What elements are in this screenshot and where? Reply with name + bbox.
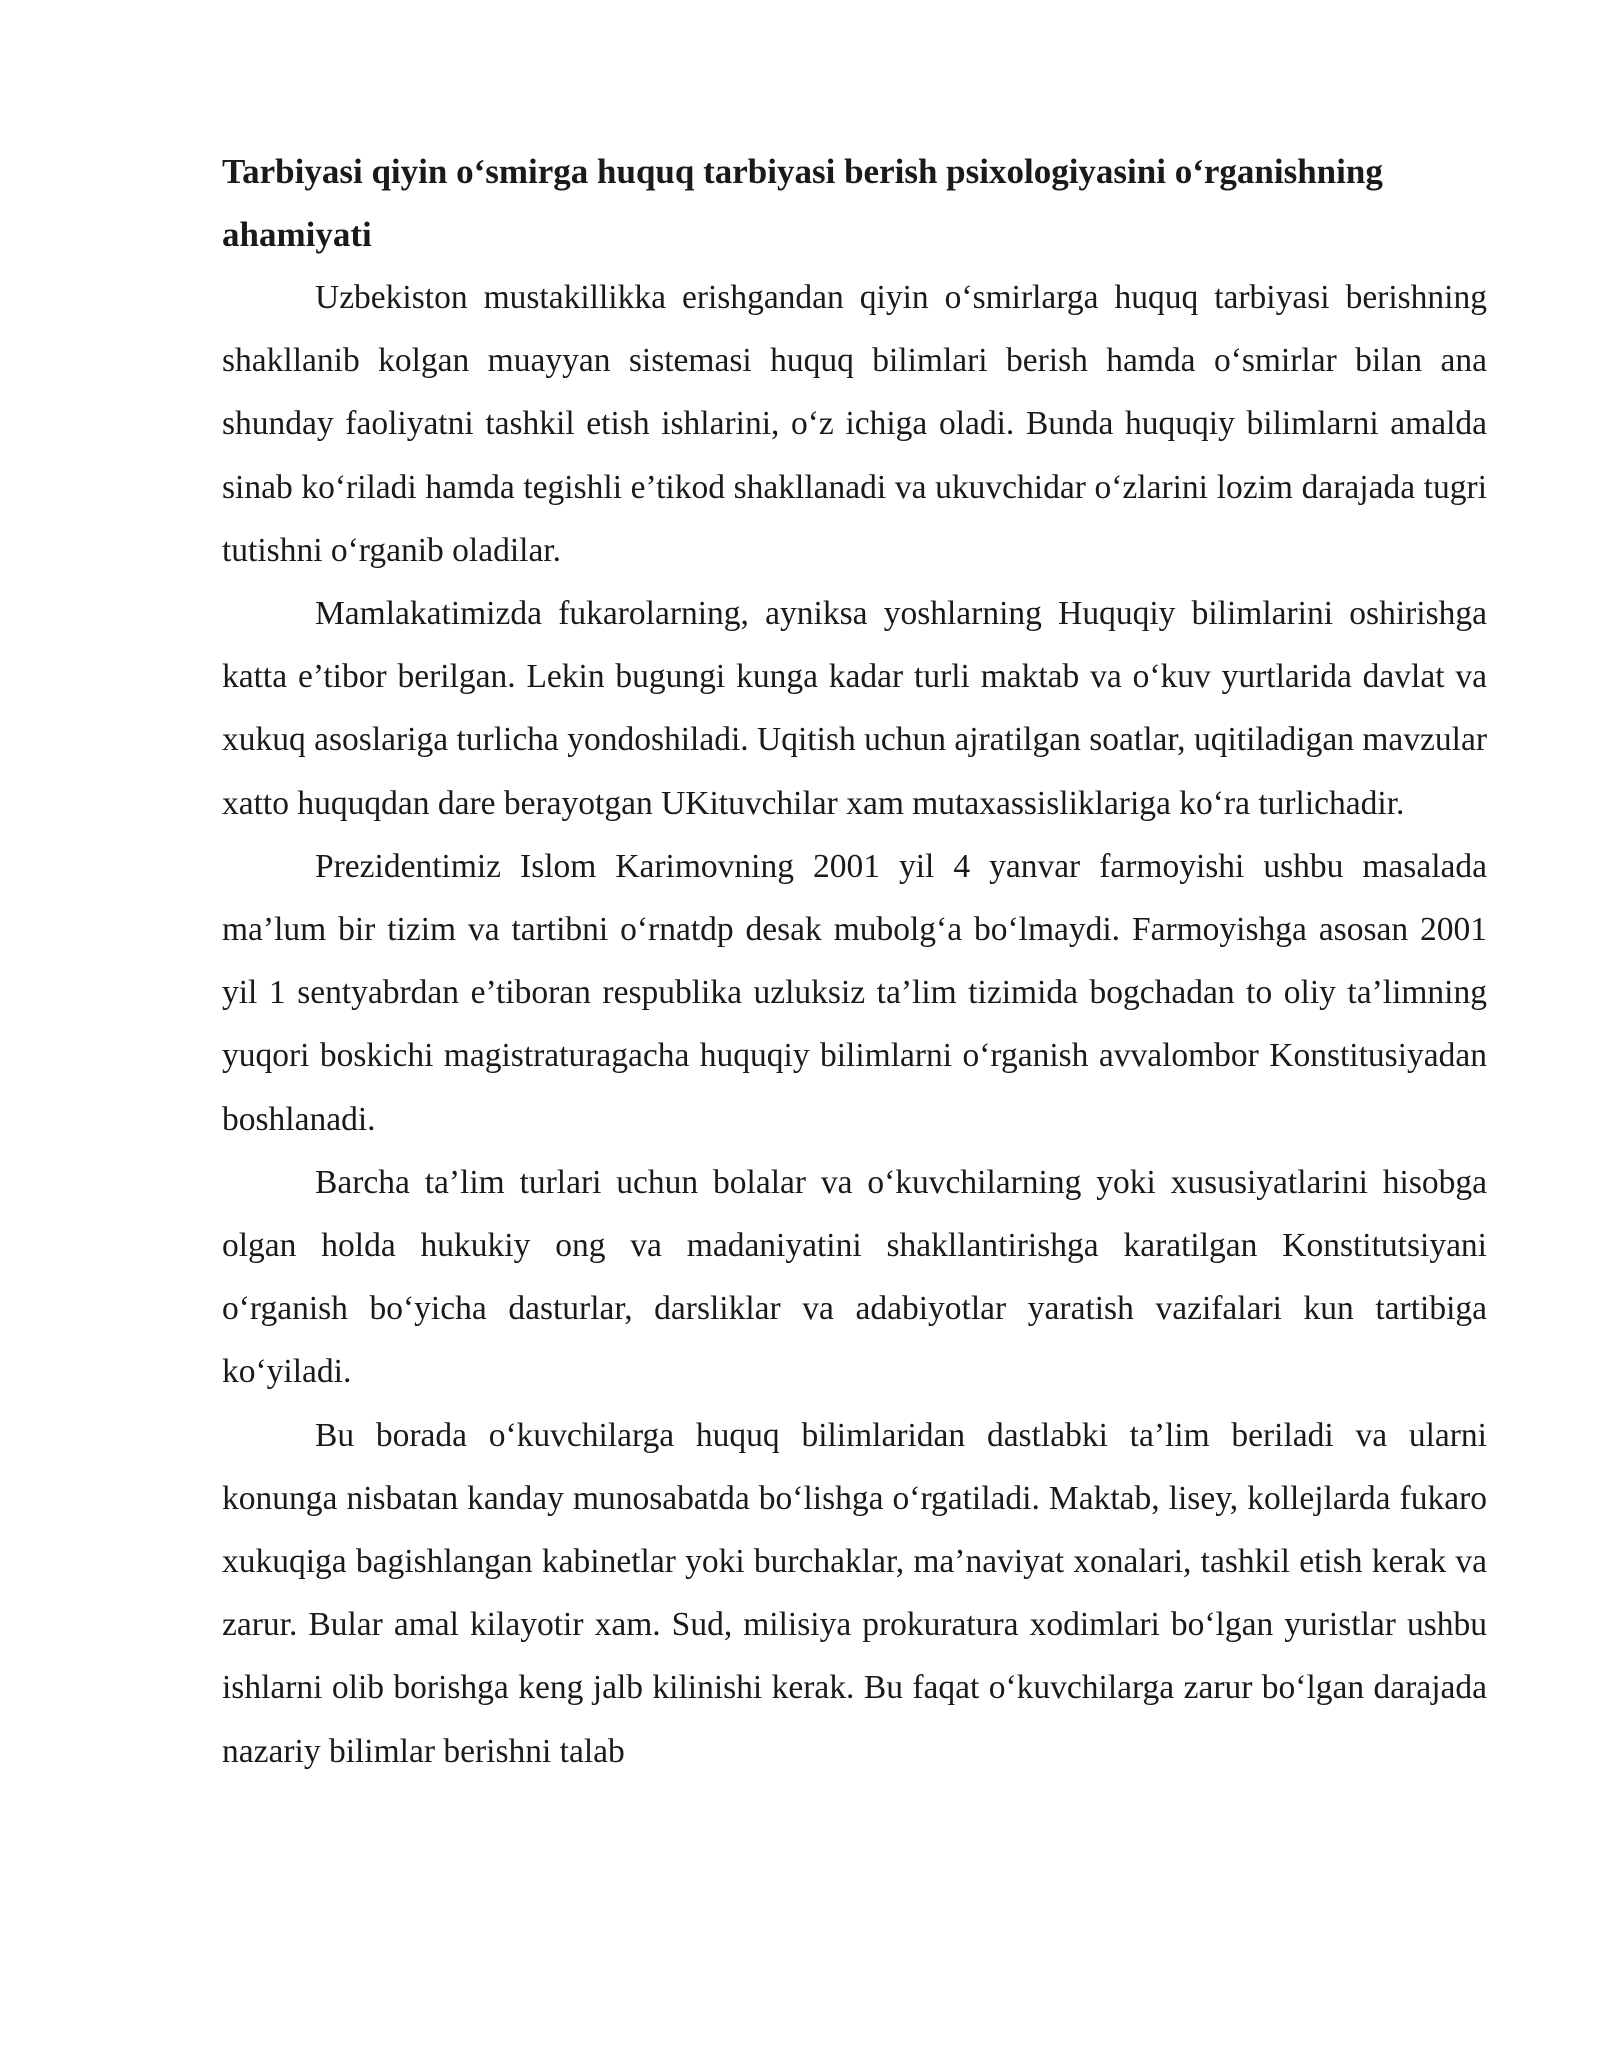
document-title: Tarbiyasi qiyin oʻsmirga huquq tarbiyasi berish psixologiyasini oʻrganishning ahamiyati	[222, 152, 1383, 254]
document-body	[222, 140, 1487, 1783]
paragraph-4: Barcha ta’lim turlari uchun bolalar va oʻkuvchilarning yoki xususiyatlarini hisobga olgan holda hukukiy ong va madaniyatini shakllantirishga karatilgan Konstitutsiyani oʻrganish boʻyicha dasturlar, darsliklar va adabiyotlar yaratish vazifalari kun tartibiga koʻyiladi.	[222, 1163, 1487, 1391]
paragraph-1: Uzbekiston mustakillikka erishgandan qiyin oʻsmirlarga huquq tarbiyasi berishning shakllanib kolgan muayyan sistemasi huquq bilimlari berish hamda oʻsmirlar bilan ana shunday faoliyatni tashkil etish ishlarini, oʻz ichiga oladi. Bunda huquqiy bilimlarni amalda sinab koʻriladi hamda tegishli e’tikod shakllanadi va ukuvchidar oʻzlarini lozim darajada tugri tutishni oʻrganib oladilar.	[222, 279, 1487, 569]
paragraph-3: Prezidentimiz Islom Karimovning 2001 yil 4 yanvar farmoyishi ushbu masalada ma’lum bir tizim va tartibni oʻrnatdp desak mubolgʻa boʻlmaydi. Farmoyishga asosan 2001 yil 1 sentyabrdan e’tiboran respublika uzluksiz ta’lim tizimida bogchadan to oliy ta’limning yuqori boskichi magistraturagacha huquqiy bilimlarni oʻrganish avvalombor Konstitusiyadan boshlanadi.	[222, 847, 1487, 1138]
paragraph-2: Mamlakatimizda fukarolarning, ayniksa yoshlarning Huquqiy bilimlarini oshirishga katta e’tibor berilgan. Lekin bugungi kunga kadar turli maktab va oʻkuv yurtlarida davlat va xukuq asoslariga turlicha yondoshiladi. Uqitish uchun ajratilgan soatlar, uqitiladigan mavzular xatto huquqdan dare berayotgan UKituvchilar xam mutaxassisliklariga koʻra turlichadir.	[222, 595, 1487, 822]
paragraph-5: Bu borada oʻkuvchilarga huquq bilimlaridan dastlabki ta’lim beriladi va ularni konunga nisbatan kanday munosabatda boʻlishga oʻrgatiladi. Maktab, lisey, kollejlarda fukaro xukuqiga bagishlangan kabinetlar yoki burchaklar, ma’naviyat xonalari, tashkil etish kerak va zarur. Bular amal kilayotir xam. Sud, milisiya prokuratura xodimlari boʻlgan yuristlar ushbu ishlarni olib borishga keng jalb kilinishi kerak. Bu faqat oʻkuvchilarga zarur boʻlgan darajada nazariy bilimlar berishni talab	[222, 1416, 1487, 1770]
